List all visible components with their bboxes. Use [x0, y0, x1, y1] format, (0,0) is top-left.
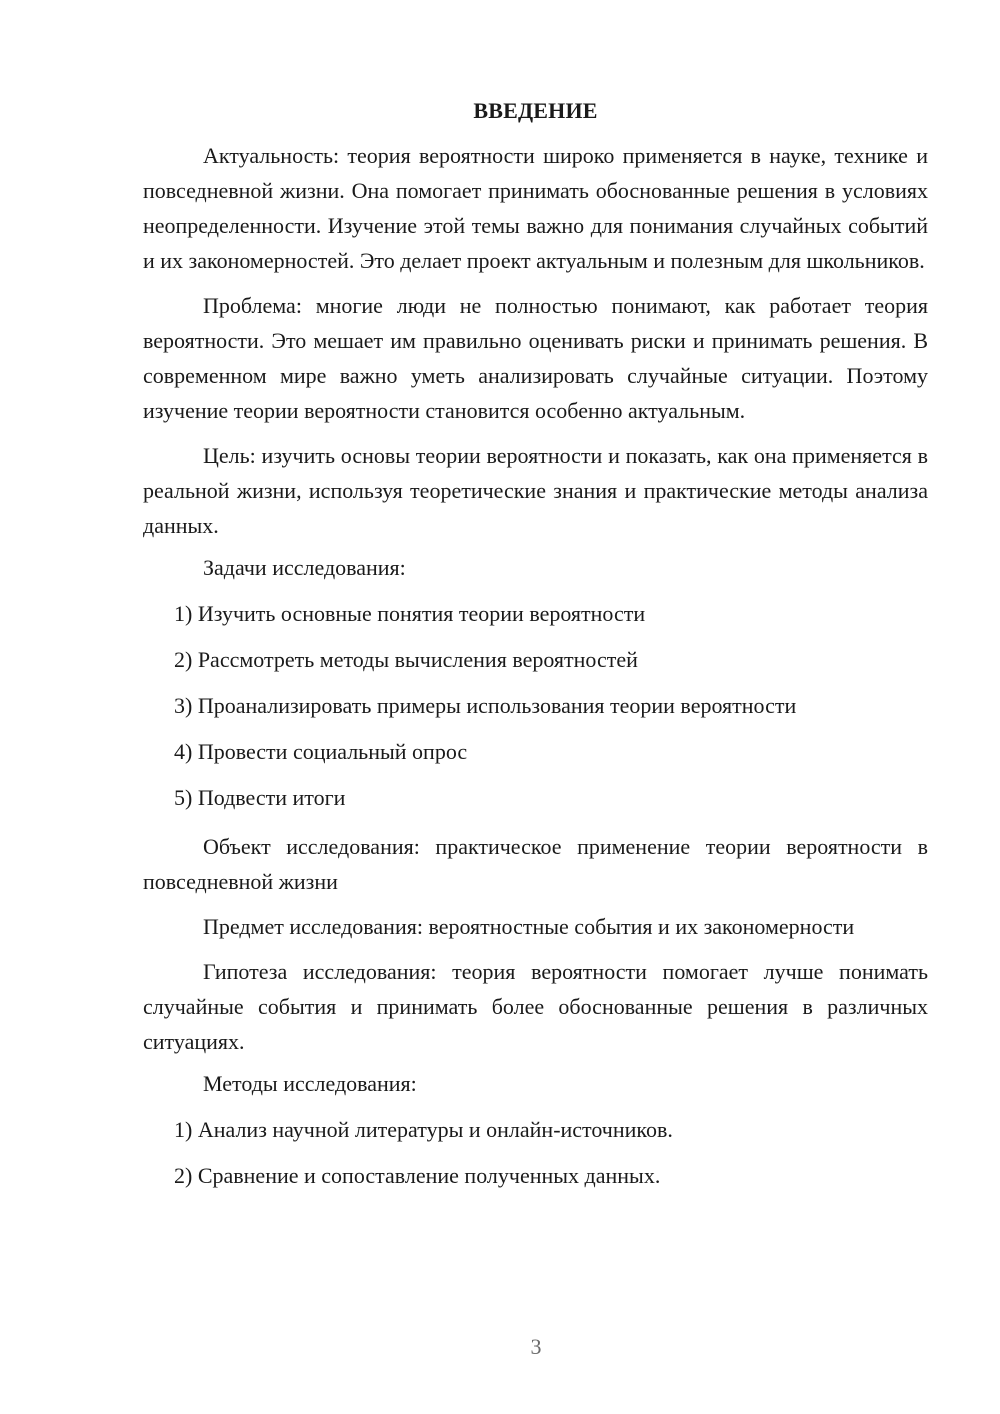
task-item: 1) Изучить основные понятия теории вероятности: [174, 601, 646, 626]
methods-heading: Методы исследования:: [203, 1071, 417, 1096]
tasks-list: [143, 599, 928, 813]
object-paragraph: Объект исследования: практическое применение теории вероятности в повседневной жизни: [143, 834, 928, 894]
hypothesis-paragraph: Гипотеза исследования: теория вероятности помогает лучше понимать случайные события и принимать более обоснованные решения в различных ситуациях.: [143, 959, 928, 1054]
problem-paragraph: Проблема: многие люди не полностью понимают, как работает теория вероятности. Это мешает им правильно оценивать риски и принимать решения. В современном мире важно уметь анализировать случайные ситуации. Поэтому изучение теории вероятности становится особенно актуальным.: [143, 293, 928, 423]
methods-list: [143, 1115, 928, 1191]
page-content: [143, 96, 928, 1207]
method-item: 1) Анализ научной литературы и онлайн-источников.: [174, 1117, 673, 1142]
page-number: 3: [530, 1334, 542, 1359]
goal-paragraph: Цель: изучить основы теории вероятности и показать, как она применяется в реальной жизни, используя теоретические знания и практические методы анализа данных.: [143, 443, 928, 538]
subject-paragraph: Предмет исследования: вероятностные события и их закономерности: [203, 914, 855, 939]
task-item: 4) Провести социальный опрос: [174, 739, 468, 764]
task-item: 3) Проанализировать примеры использования теории вероятности: [174, 693, 797, 718]
task-item: 2) Рассмотреть методы вычисления вероятностей: [174, 647, 638, 672]
relevance-paragraph: Актуальность: теория вероятности широко применяется в науке, технике и повседневной жизни. Она помогает принимать обоснованные решения в условиях неопределенности. Изучение этой темы важно для понимания случайных событий и их закономерностей. Это делает проект актуальным и полезным для школьников.: [143, 143, 928, 273]
method-item: 2) Сравнение и сопоставление полученных данных.: [174, 1163, 661, 1188]
task-item: 5) Подвести итоги: [174, 785, 346, 810]
page-title: ВВЕДЕНИЕ: [473, 98, 598, 123]
tasks-heading: Задачи исследования:: [203, 555, 406, 580]
